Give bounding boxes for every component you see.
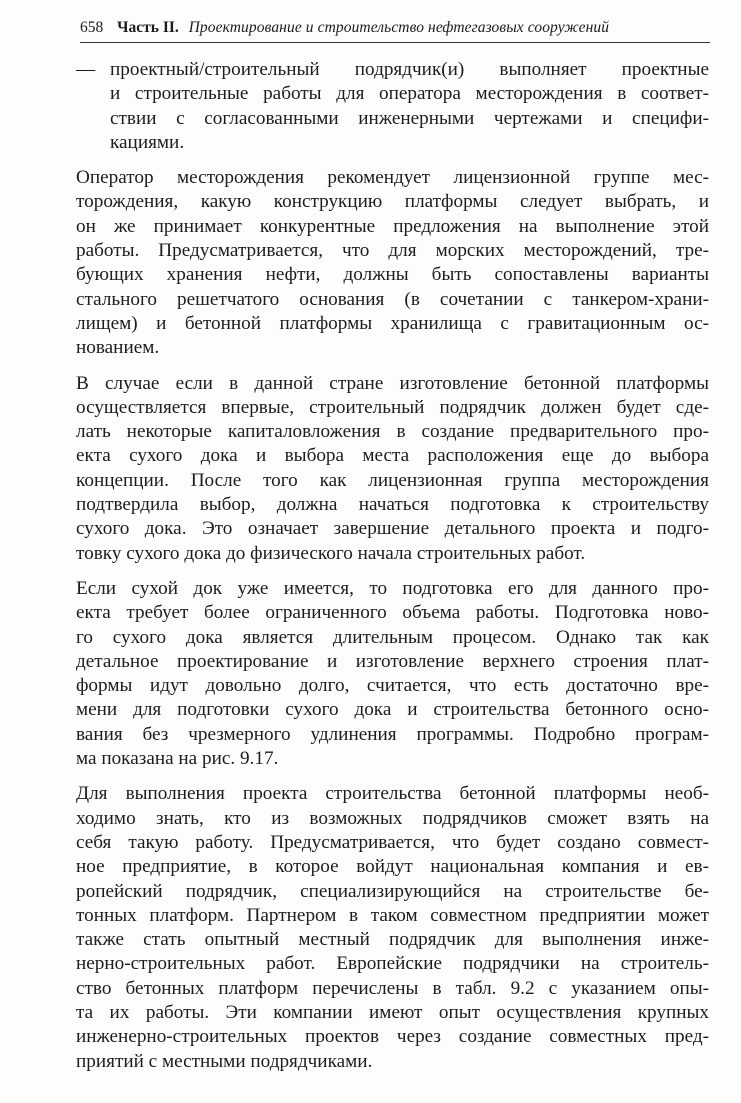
text-line: ствии с согласованными инженерными чертежами и специфи- — [110, 107, 709, 129]
part-label: Часть II. — [117, 19, 179, 36]
text-line: нованием. — [76, 337, 160, 359]
paragraph — [76, 782, 709, 1074]
text-line: и строительные работы для оператора месторождения в соответ- — [110, 83, 709, 105]
text-line: инженерно-строительных проектов через создание совместных пред- — [76, 1026, 709, 1048]
text-line: работы. Предусматривается, что для морских месторождений, тре- — [76, 240, 709, 262]
paragraph — [76, 166, 709, 360]
text-line: подтвердила выбор, должна начаться подготовка к строительству — [76, 494, 709, 516]
text-line: приятий с местными подрядчиками. — [76, 1050, 373, 1072]
text-line: стального решетчатого основания (в сочетании с танкером-храни- — [76, 288, 709, 310]
text-line: ма показана на рис. 9.17. — [76, 748, 279, 770]
text-line: та их работы. Эти компании имеют опыт осуществления крупных — [76, 1001, 709, 1023]
text-line: формы идут довольно долго, считается, что есть достаточно вре- — [76, 675, 709, 697]
text-line: тонных платформ. Партнером в таком совместном предприятии может — [76, 904, 709, 926]
dash-list-item — [76, 58, 709, 155]
text-line: кациями. — [110, 131, 185, 153]
text-line: бующих хранения нефти, должны быть сопоставлены варианты — [76, 264, 709, 286]
text-line: В случае если в данной стране изготовление бетонной платформы — [76, 372, 709, 394]
paragraph — [76, 372, 709, 566]
text-line: также стать опытный местный подрядчик для выполнения инже- — [76, 929, 709, 951]
text-line: ходимо знать, кто из возможных подрядчиков сможет взять на — [76, 807, 709, 829]
text-line: екта требует более ограниченного объема работы. Подготовка ново- — [76, 602, 709, 624]
text-line: Если сухой док уже имеется, то подготовка его для данного про- — [76, 577, 709, 599]
text-line: концепции. После того как лицензионная группа месторождения — [76, 469, 709, 491]
text-line: ное предприятие, в которое войдут национальная компания и ев- — [76, 856, 709, 878]
paragraph — [76, 577, 709, 771]
text-line: нерно-строительных работ. Европейские подрядчики на строитель- — [76, 953, 709, 975]
page-body — [76, 58, 709, 1074]
text-line: торождения, какую конструкцию платформы следует выбрать, и — [76, 191, 709, 213]
page-number: 658 — [80, 19, 104, 36]
text-line: вания без чрезмерного удлинения программы. Подробно програм- — [76, 723, 709, 745]
part-title: Проектирование и строительство нефтегазовых сооружений — [188, 19, 610, 36]
text-line: ство бетонных платформ перечислены в табл. 9.2 с указанием опы- — [76, 977, 709, 999]
text-line: сухого дока. Это означает завершение детального проекта и подго- — [76, 518, 709, 540]
text-line: Для выполнения проекта строительства бетонной платформы необ- — [76, 783, 709, 805]
running-header — [80, 16, 710, 43]
dash-marker: — — [76, 59, 96, 80]
text-line: мени для подготовки сухого дока и строительства бетонного осно- — [76, 699, 709, 721]
text-line: осуществляется впервые, строительный подрядчик должен будет сде- — [76, 396, 709, 418]
text-line: ропейский подрядчик, специализирующийся на строительстве бе- — [76, 880, 709, 902]
text-line: го сухого дока является длительным процесом. Однако так как — [76, 626, 709, 648]
text-line: екта сухого дока и выбора места расположения еще до выбора — [76, 445, 709, 467]
text-line: проектный/строительный подрядчик(и) выполняет проектные — [110, 59, 709, 80]
text-line: он же принимает конкурентные предложения на выполнение этой — [76, 215, 709, 237]
text-line: себя такую работу. Предусматривается, что будет создано совмест- — [76, 831, 709, 853]
text-line: лищем) и бетонной платформы хранилища с гравитационным ос- — [76, 312, 709, 334]
text-line: детальное проектирование и изготовление верхнего строения плат- — [76, 650, 709, 672]
text-line: товку сухого дока до физического начала строительных работ. — [76, 542, 586, 564]
text-line: Оператор месторождения рекомендует лицензионной группе мес- — [76, 167, 709, 189]
text-line: лать некоторые капиталовложения в создание предварительного про- — [76, 421, 709, 443]
